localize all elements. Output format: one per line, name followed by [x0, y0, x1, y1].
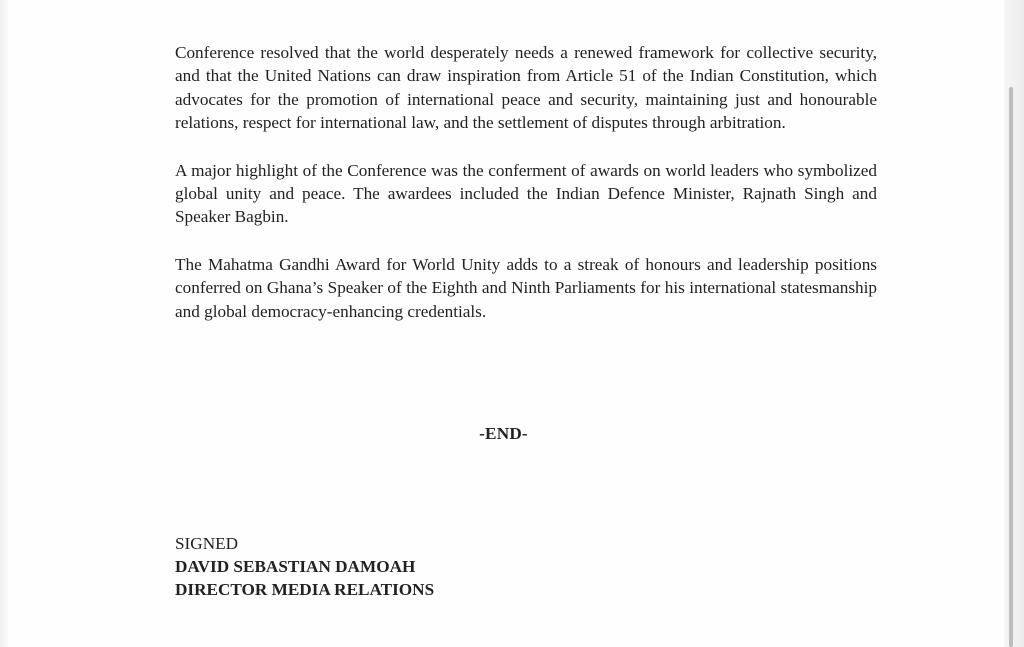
document-page — [8, 0, 1004, 647]
paragraph-2: A major highlight of the Conference was the conferment of awards on world leaders who symbolized global unity and peace. The awardees included the Indian Defence Minister, Rajnath Singh and Speaker Bagbin. — [175, 160, 877, 227]
signature-block — [175, 532, 434, 602]
end-marker — [8, 424, 1004, 444]
vertical-scrollbar[interactable] — [1009, 87, 1013, 647]
signatory-title: DIRECTOR MEDIA RELATIONS — [175, 580, 435, 600]
signatory-name: DAVID SEBASTIAN DAMOAH — [175, 557, 416, 577]
paragraph-3: The Mahatma Gandhi Award for World Unity adds to a streak of honours and leadership positions conferred on Ghana’s Speaker of the Eighth and Ninth Parliaments for his international statesmanship and global democracy-enhancing credentials. — [175, 254, 877, 321]
paragraph-1: Conference resolved that the world desperately needs a renewed framework for collective security, and that the United Nations can draw inspiration from Article 51 of the Indian Constitution, which advocates for the promotion of international peace and security, maintaining just and honourable relations, respect for international law, and the settlement of disputes through arbitration. — [175, 43, 877, 133]
signature-label: SIGNED — [175, 534, 239, 553]
document-body — [175, 41, 877, 347]
end-marker-text: -END- — [479, 424, 528, 443]
